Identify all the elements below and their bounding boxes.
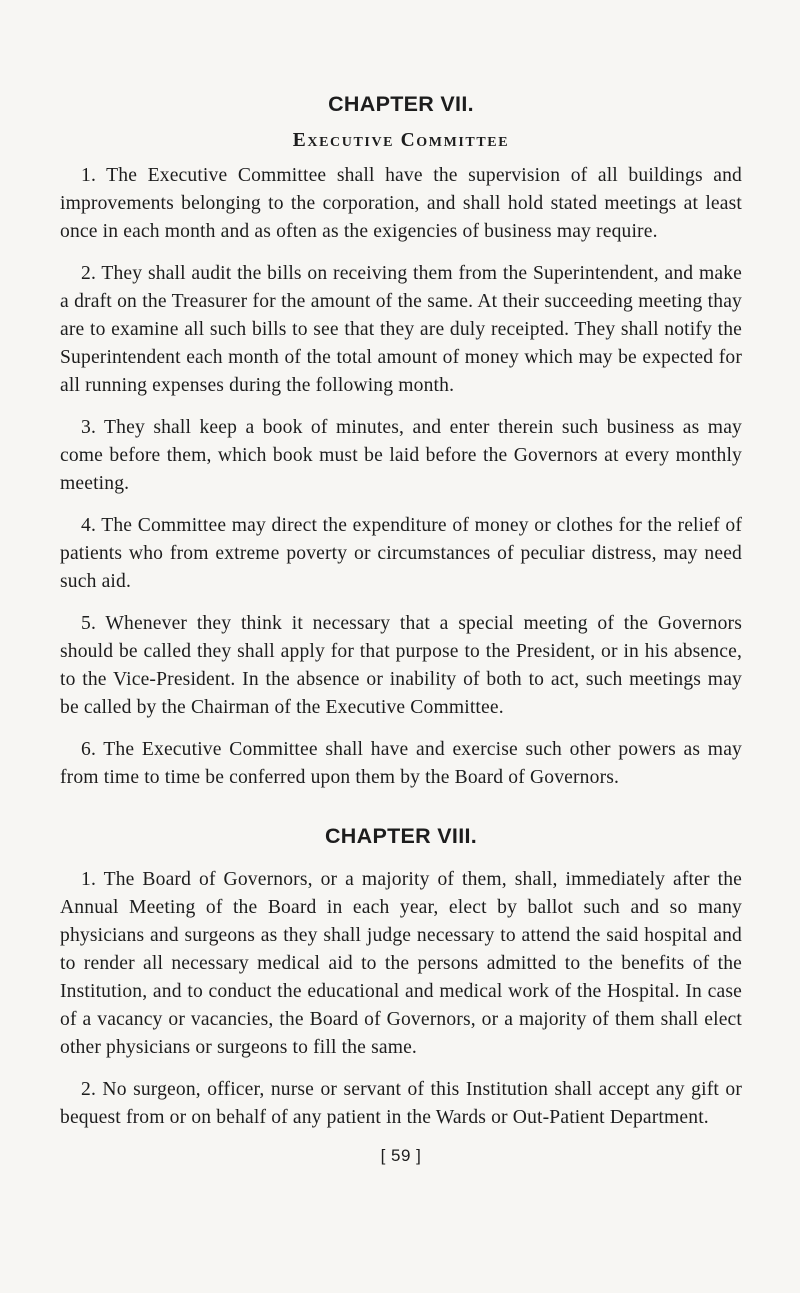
section-paragraph: 2. No surgeon, officer, nurse or servant of this Institution shall accept any gift or bequest from or on behalf of any patient in the Wards or Out-Patient Department. (60, 1079, 742, 1128)
section-paragraph: 1. The Board of Governors, or a majority of them, shall, immediately after the Annual Meeting of the Board in each year, elect by ballot such and so many physicians and surgeons as they shall judge necessary to attend the said hospital and to render all necessary medical aid to the persons admitted to the benefits of the Institution, and to conduct the educational and medical work of the Hospital. In case of a vacancy or vacancies, the Board of Governors, or a majority of them shall elect other physicians or surgeons to fill the same. (60, 869, 742, 1058)
chapter-vii-title: CHAPTER VII. (328, 92, 474, 116)
section-paragraph: 6. The Executive Committee shall have and exercise such other powers as may from time to time be conferred upon them by the Board of Governors. (60, 739, 742, 788)
executive-committee-heading: Executive Committee (292, 130, 510, 151)
section-paragraph: 5. Whenever they think it necessary that a special meeting of the Governors should be called they shall apply for that purpose to the President, or in his absence, to the Vice-President. In the absence or inability of both to act, such meetings may be called by the Chairman of the Executive Committee. (60, 613, 742, 718)
page-number: [ 59 ] (380, 1146, 422, 1165)
section-paragraph: 4. The Committee may direct the expenditure of money or clothes for the relief of patients who from extreme poverty or circumstances of peculiar distress, may need such aid. (60, 515, 742, 592)
section-paragraph: 2. They shall audit the bills on receiving them from the Superintendent, and make a draft on the Treasurer for the amount of the same. At their succeeding meeting thay are to examine all such bills to see that they are duly receipted. They shall notify the Superintendent each month of the total amount of money which may be expected for all running expenses during the following month. (60, 263, 742, 396)
section-paragraph: 3. They shall keep a book of minutes, and enter therein such business as may come before them, which book must be laid before the Governors at every monthly meeting. (60, 417, 742, 494)
section-paragraph: 1. The Executive Committee shall have the supervision of all buildings and improvements belonging to the corporation, and shall hold stated meetings at least once in each month and as often as the exigencies of business may require. (60, 165, 742, 242)
document-page (60, 86, 742, 1166)
chapter-viii-title: CHAPTER VIII. (324, 824, 478, 848)
